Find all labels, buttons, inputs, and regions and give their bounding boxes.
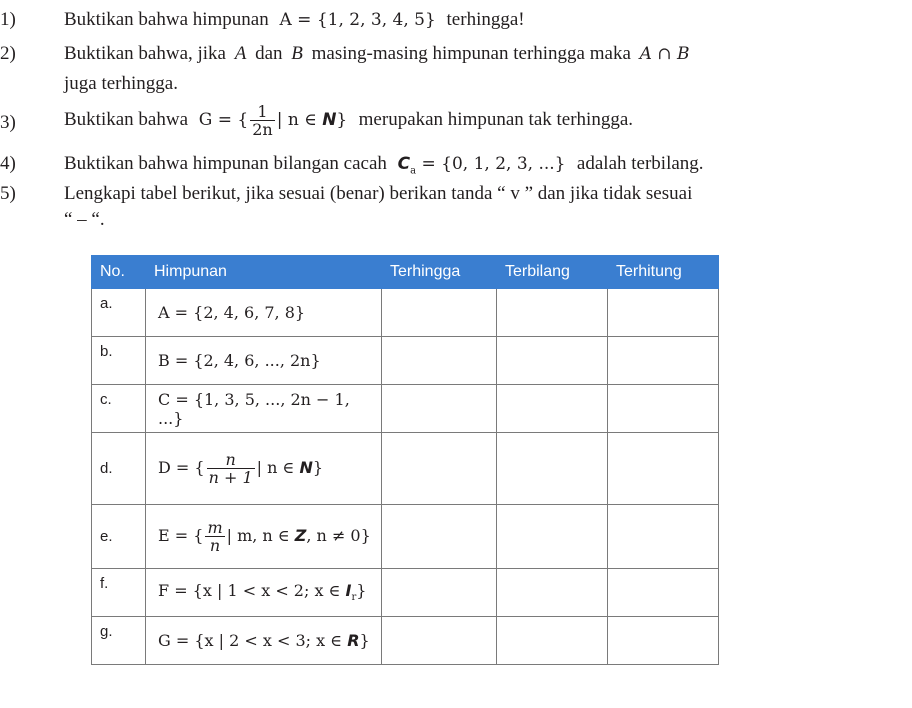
set-values: = {0, 1, 2, 3, ...} bbox=[421, 154, 566, 174]
question-text: Buktikan bahwa bbox=[64, 109, 189, 130]
fraction-numerator: 1 bbox=[250, 103, 274, 121]
subscript: a bbox=[410, 165, 417, 177]
question-text: merupakan himpunan tak terhingga. bbox=[358, 109, 634, 130]
question-number: 2) bbox=[0, 43, 16, 64]
question-number: 3) bbox=[0, 112, 16, 133]
question-text: terhingga! bbox=[446, 9, 525, 30]
fraction bbox=[250, 103, 274, 138]
fraction-numerator: n bbox=[207, 451, 255, 469]
set-symbol: R bbox=[347, 631, 360, 650]
set-definition bbox=[146, 505, 382, 569]
fraction-denominator: n + 1 bbox=[208, 468, 253, 487]
row-label: c. bbox=[92, 385, 146, 433]
row-label: f. bbox=[92, 569, 146, 617]
table-row bbox=[92, 289, 719, 337]
set-definition bbox=[146, 433, 382, 505]
math-variable: B bbox=[291, 43, 303, 64]
set-symbol: I bbox=[345, 581, 352, 601]
cell-terbilang[interactable] bbox=[497, 385, 608, 433]
set-close: } bbox=[336, 110, 348, 130]
cell-terhitung[interactable] bbox=[608, 433, 719, 505]
header-terhingga: Terhingga bbox=[382, 256, 497, 289]
question-text: juga terhingga. bbox=[64, 73, 178, 94]
set-symbol: C bbox=[397, 154, 411, 174]
set-symbol: N bbox=[299, 458, 313, 477]
set-definition: C = {1, 3, 5, ..., 2n − 1, ...} bbox=[146, 385, 382, 433]
table-row bbox=[92, 337, 719, 385]
header-himpunan: Himpunan bbox=[146, 256, 382, 289]
row-label: g. bbox=[92, 617, 146, 665]
set-definition bbox=[146, 617, 382, 665]
question-text: Buktikan bahwa, jika bbox=[64, 43, 226, 64]
cell-terhitung[interactable] bbox=[608, 569, 719, 617]
subscript: r bbox=[351, 592, 357, 604]
set-condition: | n ∈ bbox=[276, 110, 317, 130]
question-text: Buktikan bahwa himpunan bilangan cacah bbox=[64, 153, 387, 174]
cell-terhingga[interactable] bbox=[382, 617, 497, 665]
cell-terhingga[interactable] bbox=[382, 385, 497, 433]
cell-terhingga[interactable] bbox=[382, 505, 497, 569]
header-terhitung: Terhitung bbox=[608, 256, 719, 289]
question-text: Buktikan bahwa himpunan bbox=[64, 9, 269, 30]
cell-terbilang[interactable] bbox=[497, 617, 608, 665]
table-row bbox=[92, 505, 719, 569]
question-text: Lengkapi tabel berikut, jika sesuai (benar) berikan tanda “ v ” dan jika tidak sesuai bbox=[64, 183, 693, 204]
fraction bbox=[205, 519, 224, 554]
set-condition: | m, n ∈ bbox=[226, 526, 290, 545]
set-open: G = { bbox=[198, 110, 249, 130]
row-label: a. bbox=[92, 289, 146, 337]
question-text: adalah terbilang. bbox=[576, 153, 704, 174]
question-number: 4) bbox=[0, 153, 16, 174]
header-terbilang: Terbilang bbox=[497, 256, 608, 289]
fraction-numerator: m bbox=[207, 518, 223, 537]
row-label: d. bbox=[92, 433, 146, 505]
table-row bbox=[92, 433, 719, 505]
set-open: E = { bbox=[158, 526, 204, 545]
question-text: dan bbox=[255, 43, 283, 64]
question-number: 5) bbox=[0, 183, 16, 204]
math-expression bbox=[198, 102, 353, 139]
set-close: } bbox=[359, 631, 370, 650]
math-expression: A ∩ B bbox=[639, 44, 690, 64]
set-definition: B = {2, 4, 6, ..., 2n} bbox=[146, 337, 382, 385]
row-label: e. bbox=[92, 505, 146, 569]
table-row bbox=[92, 569, 719, 617]
set-condition: F = {x | 1 < x < 2; x ∈ bbox=[158, 581, 341, 601]
cell-terhitung[interactable] bbox=[608, 385, 719, 433]
cell-terbilang[interactable] bbox=[497, 505, 608, 569]
sets-table bbox=[91, 255, 719, 665]
natural-numbers-symbol: N bbox=[322, 110, 337, 130]
question-text: masing-masing himpunan terhingga maka bbox=[311, 43, 631, 64]
cell-terhitung[interactable] bbox=[608, 337, 719, 385]
cell-terbilang[interactable] bbox=[497, 289, 608, 337]
fraction bbox=[207, 451, 255, 486]
fraction-denominator: n bbox=[209, 536, 221, 555]
cell-terhingga[interactable] bbox=[382, 569, 497, 617]
cell-terbilang[interactable] bbox=[497, 433, 608, 505]
set-condition: | n ∈ bbox=[256, 458, 295, 477]
fraction-denominator: 2n bbox=[252, 120, 273, 139]
math-expression: A = {1, 2, 3, 4, 5} bbox=[279, 10, 436, 30]
table-header-row bbox=[92, 256, 719, 289]
set-condition: , n ≠ 0} bbox=[306, 526, 371, 545]
set-symbol: Z bbox=[294, 526, 307, 545]
question-number: 1) bbox=[0, 9, 16, 30]
set-definition bbox=[146, 569, 382, 617]
table-row bbox=[92, 617, 719, 665]
header-no: No. bbox=[92, 256, 146, 289]
row-label: b. bbox=[92, 337, 146, 385]
cell-terbilang[interactable] bbox=[497, 337, 608, 385]
set-close: } bbox=[312, 458, 324, 477]
cell-terhitung[interactable] bbox=[608, 505, 719, 569]
question-text: “ – “. bbox=[64, 209, 105, 230]
cell-terhitung[interactable] bbox=[608, 617, 719, 665]
set-condition: G = {x | 2 < x < 3; x ∈ bbox=[158, 631, 343, 650]
math-expression bbox=[397, 154, 571, 177]
table-row bbox=[92, 385, 719, 433]
cell-terbilang[interactable] bbox=[497, 569, 608, 617]
math-variable: A bbox=[234, 43, 247, 64]
cell-terhitung[interactable] bbox=[608, 289, 719, 337]
set-open: D = { bbox=[158, 458, 205, 477]
set-close: } bbox=[356, 581, 367, 601]
set-definition: A = {2, 4, 6, 7, 8} bbox=[146, 289, 382, 337]
cell-terhingga[interactable] bbox=[382, 337, 497, 385]
cell-terhingga[interactable] bbox=[382, 289, 497, 337]
cell-terhingga[interactable] bbox=[382, 433, 497, 505]
